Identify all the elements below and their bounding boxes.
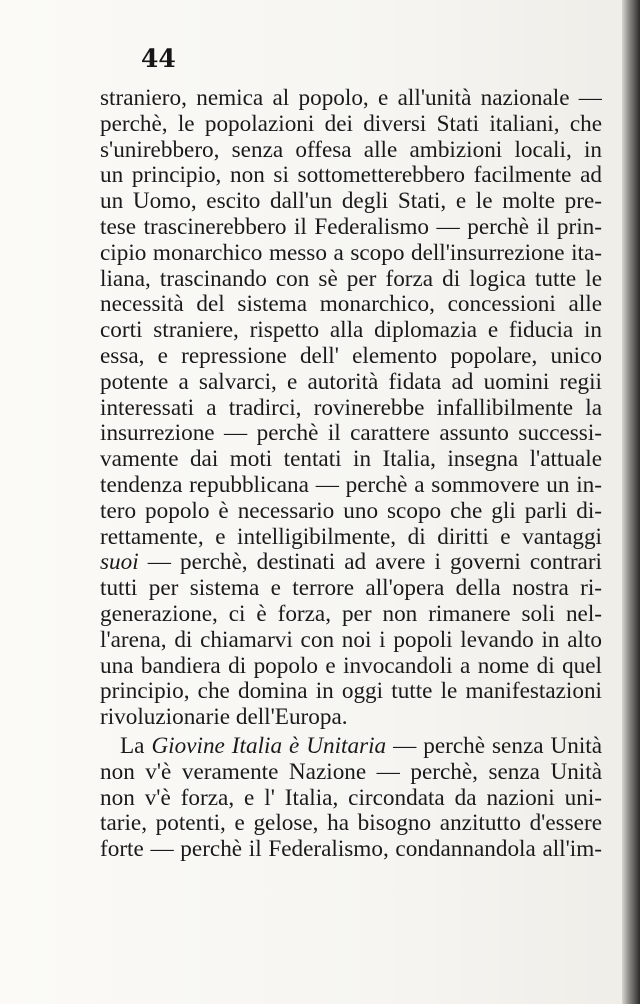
text-line: non v'è forza, e l' Italia, circondata da nazioni uni- bbox=[100, 785, 602, 811]
text-line: potente a salvarci, e autorità fidata ad uomini regii bbox=[100, 369, 602, 395]
line-pre: La bbox=[120, 733, 152, 759]
text-line: tarie, potenti, e gelose, ha bisogno anzitutto d'essere bbox=[100, 811, 602, 837]
text-line: forte — perchè il Federalismo, condannandola all'im- bbox=[100, 837, 602, 863]
text-line: tero popolo è necessario uno scopo che gli parli di- bbox=[100, 498, 602, 524]
line-rest: — perchè, destinati ad avere i governi contrari bbox=[138, 550, 602, 576]
text-line: liana, trascinando con sè per forza di logica tutte le bbox=[100, 266, 602, 292]
text-line: interessati a tradirci, rovinerebbe infallibilmente la bbox=[100, 395, 602, 421]
italic-title: Giovine Italia è Unitaria bbox=[151, 733, 387, 759]
italic-word: suoi bbox=[100, 550, 139, 576]
text-line: s'unirebbero, senza offesa alle ambizioni locali, in bbox=[100, 137, 602, 163]
text-line: straniero, nemica al popolo, e all'unità nazionale — bbox=[100, 86, 602, 111]
text-line-last: rivoluzionarie dell'Europa. bbox=[100, 705, 348, 731]
text-line: essa, e repressione dell' elemento popolare, unico bbox=[100, 343, 602, 369]
paragraph-start-line bbox=[100, 734, 602, 760]
text-line: tese trascinerebbero il Federalismo — perchè il prin- bbox=[100, 214, 602, 240]
text-line: non v'è veramente Nazione — perchè, senza Unità bbox=[100, 759, 602, 785]
page-number: 44 bbox=[141, 44, 176, 73]
page-edge-shadow bbox=[622, 0, 640, 1004]
text-line: tutti per sistema e terrore all'opera della nostra ri- bbox=[100, 576, 602, 602]
text-line: vamente dai moti tentati in Italia, insegna l'attuale bbox=[100, 447, 602, 473]
text-line: generazione, ci è forza, per non rimanere soli nel- bbox=[100, 601, 602, 627]
text-line: tendenza repubblicana — perchè a sommovere un in- bbox=[100, 472, 602, 498]
line-rest: — perchè senza Unità bbox=[386, 733, 602, 759]
text-line: cipio monarchico messo a scopo dell'insurrezione ita- bbox=[100, 240, 602, 266]
text-line: necessità del sistema monarchico, concessioni alle bbox=[100, 292, 602, 318]
text-line: l'arena, di chiamarvi con noi i popoli levando in alto bbox=[100, 627, 602, 653]
text-line: corti straniere, rispetto alla diplomazia e fiducia in bbox=[100, 318, 602, 344]
text-line: principio, che domina in oggi tutte le manifestazioni bbox=[100, 679, 602, 705]
text-line: una bandiera di popolo e invocandoli a nome di quel bbox=[100, 653, 602, 679]
text-line: un principio, non si sottometterebbero facilmente ad bbox=[100, 163, 602, 189]
text-line: rettamente, e intelligibilmente, di diritti e vantaggi bbox=[100, 524, 602, 550]
text-line: un Uomo, escito dall'un degli Stati, e le molte pre- bbox=[100, 189, 602, 215]
text-line: insurrezione — perchè il carattere assunto successi- bbox=[100, 421, 602, 447]
text-line: perchè, le popolazioni dei diversi Stati italiani, che bbox=[100, 111, 602, 137]
body-text bbox=[100, 86, 602, 863]
text-line bbox=[100, 550, 602, 576]
